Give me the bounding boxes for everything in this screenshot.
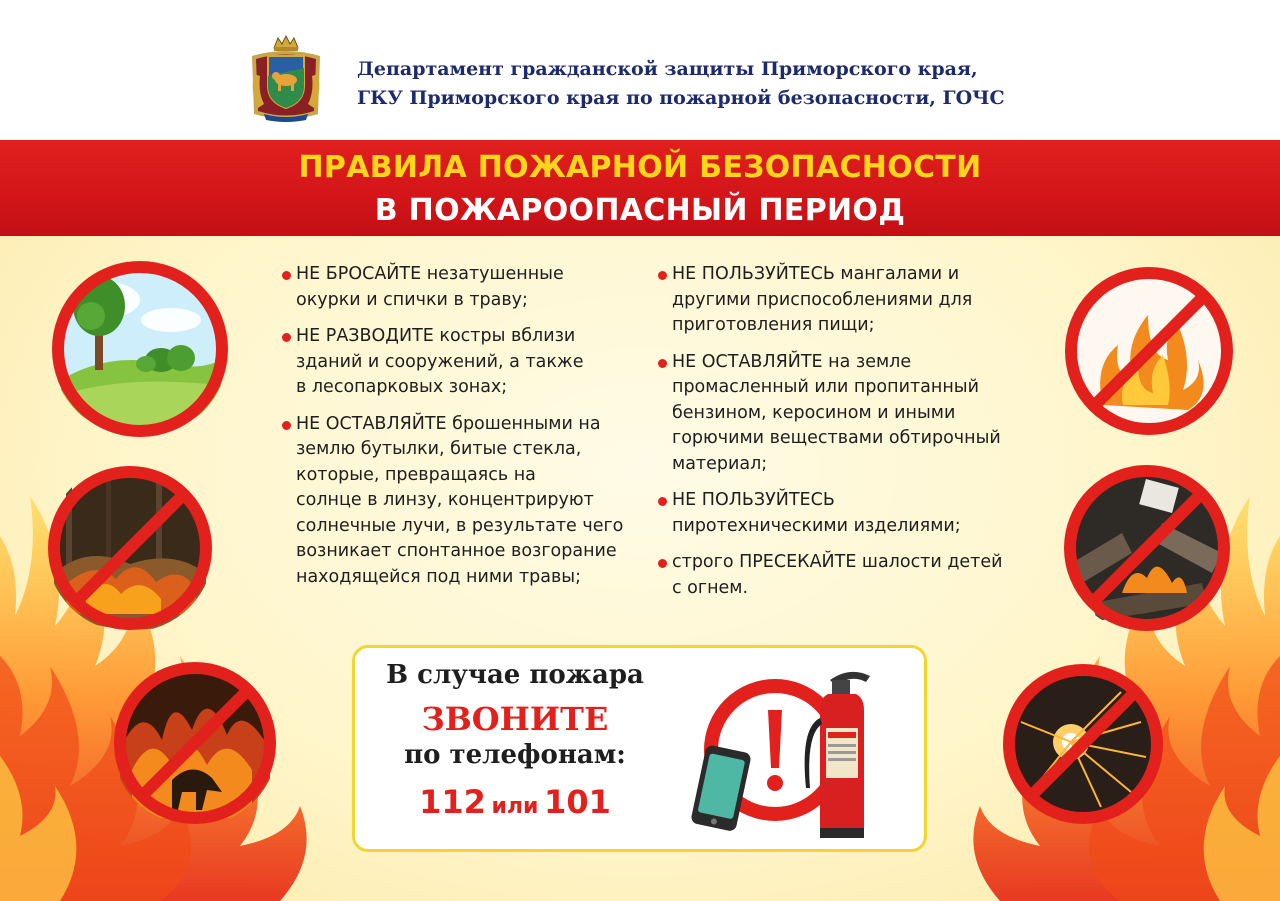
- phone-or-text: или: [491, 794, 539, 819]
- poster-title-line-1: ПРАВИЛА ПОЖАРНОЙ БЕЗОПАСНОСТИ: [298, 150, 982, 185]
- sparks-prohibited-icon: [1001, 662, 1165, 826]
- bullet-dot: [282, 333, 291, 342]
- bullet-dot: [282, 421, 291, 430]
- phone-number-112: 112: [419, 783, 486, 821]
- bullet-dot: [658, 559, 667, 568]
- phone-number-101: 101: [544, 783, 611, 821]
- bullet-dot: [658, 359, 667, 368]
- forest-meadow-icon: [51, 260, 229, 438]
- list-item: [282, 412, 627, 591]
- rule-text: НЕ РАЗВОДИТЕ костры вблизи зданий и сооружений, а также в лесопарковых зонах;: [296, 326, 584, 397]
- emergency-phone-numbers: [370, 783, 660, 821]
- emergency-illustration: [680, 658, 900, 843]
- organization-name: [357, 55, 1005, 113]
- rule-text: НЕ БРОСАЙТЕ незатушенные окурки и спички в траву;: [296, 264, 564, 310]
- rule-text: НЕ ОСТАВЛЯЙТЕ брошенными на землю бутылки, битые стекла, которые, превращаясь на солнце в линзу, концентрируют солнечные лучи, в результате чего возникает спонтанное возгорание находящейся под ними травы;: [296, 413, 624, 587]
- list-item: [658, 262, 1028, 339]
- burning-leaves-prohibited-icon: [46, 464, 214, 632]
- rule-text: НЕ ПОЛЬЗУЙТЕСЬ мангалами и другими приспособлениями для приготовления пищи;: [672, 264, 973, 335]
- poster-title-line-2: В ПОЖАРООПАСНЫЙ ПЕРИОД: [374, 193, 906, 228]
- primorye-coat-of-arms-icon: [248, 34, 324, 124]
- list-item: [658, 350, 1028, 478]
- rule-text: строго ПРЕСЕКАЙТЕ шалости детей с огнем.: [672, 552, 1003, 598]
- bullet-dot: [658, 271, 667, 280]
- rules-list-left: [282, 262, 627, 601]
- list-item: [658, 550, 1028, 601]
- burning-forest-deer-prohibited-icon: [112, 660, 278, 826]
- header: [0, 0, 1280, 138]
- fire-prohibited-icon: [1063, 265, 1235, 437]
- emergency-call-word: ЗВОНИТЕ: [421, 700, 609, 738]
- exclamation-icon: [767, 710, 783, 791]
- list-item: [658, 488, 1028, 539]
- emergency-line-1: В случае пожара: [386, 660, 644, 690]
- bullet-dot: [282, 271, 291, 280]
- list-item: [282, 262, 627, 313]
- org-line-1: Департамент гражданской защиты Приморского края,: [357, 58, 978, 80]
- org-line-2: ГКУ Приморского края по пожарной безопасности, ГОЧС: [357, 87, 1005, 109]
- rule-text: НЕ ОСТАВЛЯЙТЕ на земле промасленный или пропитанный бензином, керосином и иными горючими веществами обтирочный материал;: [672, 351, 1001, 474]
- phone-icon: [690, 744, 752, 832]
- bullet-dot: [658, 497, 667, 506]
- list-item: [282, 324, 627, 401]
- emergency-line-3: по телефонам:: [404, 740, 626, 770]
- campfire-prohibited-icon: [1062, 463, 1232, 633]
- rule-text: НЕ ПОЛЬЗУЙТЕСЬ пиротехническими изделиями;: [672, 490, 961, 536]
- rules-list-right: [658, 262, 1028, 612]
